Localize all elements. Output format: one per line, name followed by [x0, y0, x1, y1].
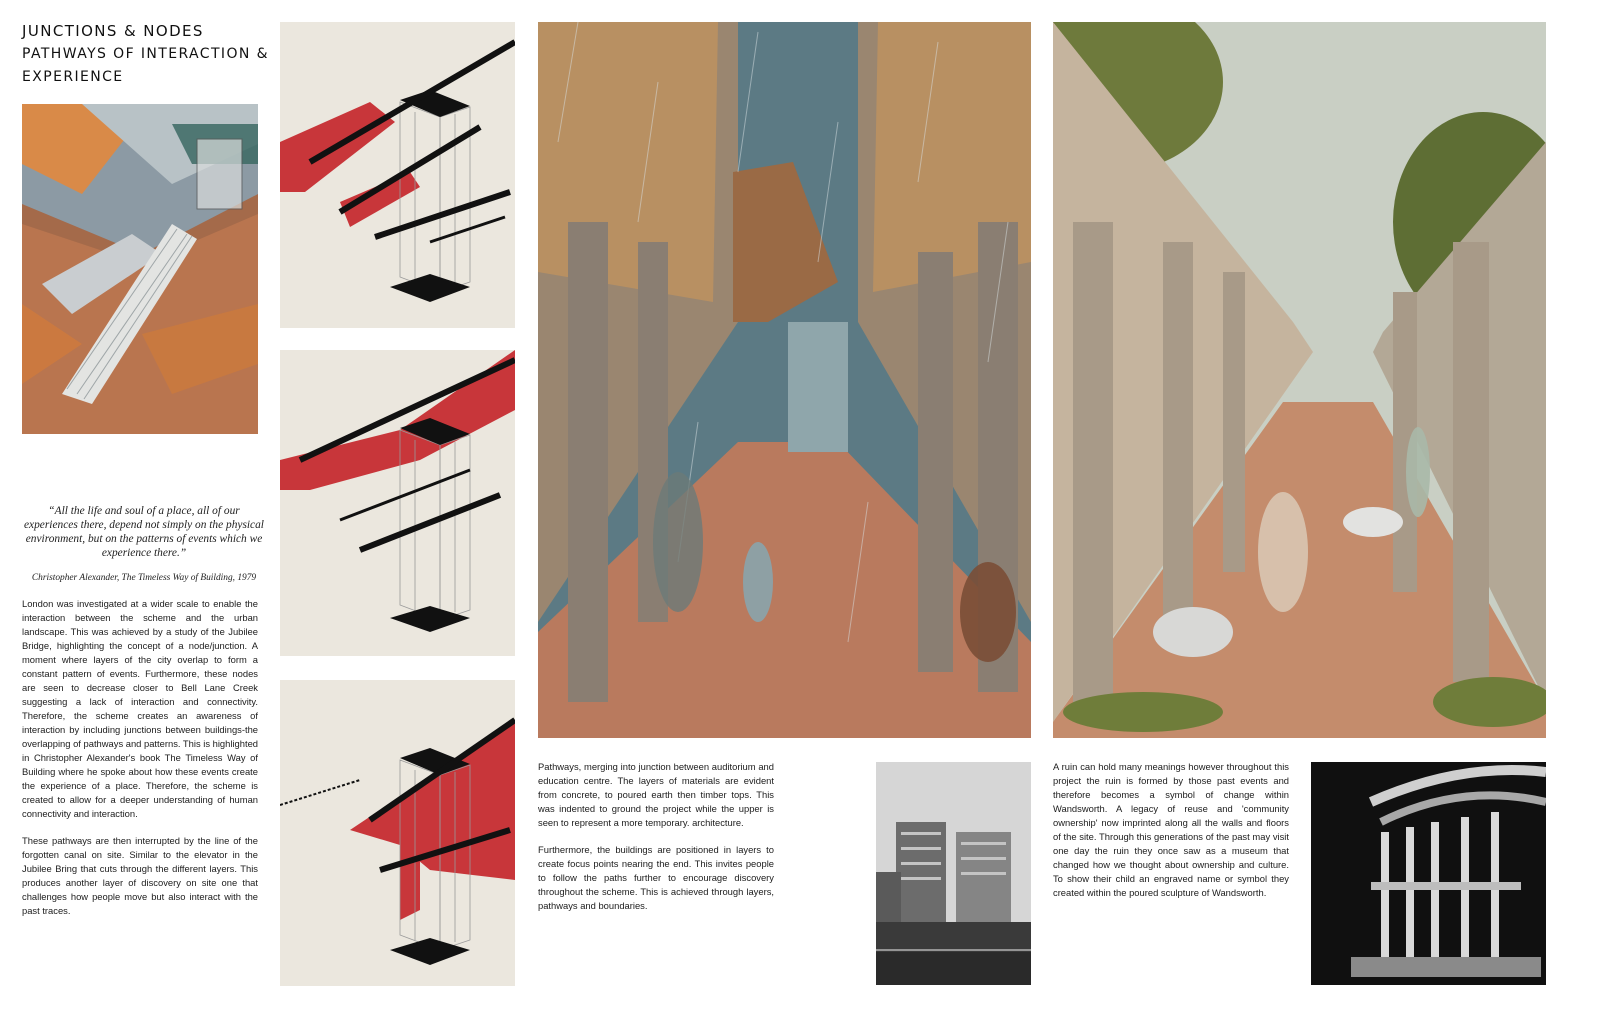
- left-paragraph-1: London was investigated at a wider scale to enable the interaction between the scheme and the urban landscape. This was achieved by a study of the Jubilee Bridge, highlighting the concept of a node/junction. A moment where layers of the city overlap to form a constant pattern of events. Furthermore, these nodes are seen to decrease closer to Bell Lane Creek suggesting a lack of interaction and connectivity. Therefore, the scheme creates an awareness of interaction by including junctions between buildings-the overlapping of pathways and patterns. This is highlighted in Christopher Alexander's book The Timeless Way of Building where he spoke about how these events create the experience of a place. Therefore, the scheme is created to allow for a deeper understanding of human connectivity and interaction.: [22, 598, 258, 819]
- quote-text: “All the life and soul of a place, all of our experiences there, depend not simply on the physical environment, but on the patterns of events which we experience there.”: [24, 505, 264, 559]
- tower-blocks-photo: [876, 762, 1031, 985]
- left-body-text: [22, 597, 258, 931]
- middle-paragraph-1: Pathways, merging into junction between auditorium and education centre. The layers of materials are evident from concrete, to poured earth then timber tops. This was indented to ground the project while the upper is seen to represent a more temporary. architecture.: [538, 761, 774, 828]
- axonometric-diagram-1: [280, 22, 515, 328]
- axonometric-diagram-3: [280, 680, 515, 986]
- title-line-2: PATHWAYS OF INTERACTION &: [22, 46, 269, 62]
- left-paragraph-2: These pathways are then interrupted by the line of the forgotten canal on site. Similar to the elevator in the Jubilee Bring that cuts through the different layers. This produces another layer of discovery on site one that challenges how people move but also interact with the past traces.: [22, 835, 258, 916]
- page-title: [22, 20, 272, 89]
- jubilee-bridge-render: [22, 104, 258, 434]
- physical-model-photo: [1311, 762, 1546, 985]
- axonometric-diagram-2: [280, 350, 515, 656]
- title-line-3: EXPERIENCE: [22, 69, 124, 85]
- right-body-text: [1053, 760, 1289, 913]
- rainy-pathway-render: [538, 22, 1031, 738]
- right-paragraph-1: A ruin can hold many meanings however throughout this project the ruin is formed by those past events and therefore becomes a symbol of change within Wandsworth. A legacy of reuse and 'community ownership' now imprinted along all the walls and floors of the site. Through this generations of the past may visit one day the ruin they once saw as a museum that changed how we thought about ownership and culture. To show their child an engraved name or symbol they created within the poured sculpture of Wandsworth.: [1053, 761, 1289, 898]
- title-line-1: JUNCTIONS & NODES: [22, 22, 204, 40]
- quote-citation: Christopher Alexander, The Timeless Way of Building, 1979: [31, 573, 257, 583]
- ruin-pathway-render: [1053, 22, 1546, 738]
- middle-paragraph-2: Furthermore, the buildings are positioned in layers to create focus points nearing the end. This invites people to follow the paths further to encourage discovery throughout the scheme. This is achieved through layers, pathways and boundaries.: [538, 844, 774, 911]
- middle-body-text: [538, 760, 774, 926]
